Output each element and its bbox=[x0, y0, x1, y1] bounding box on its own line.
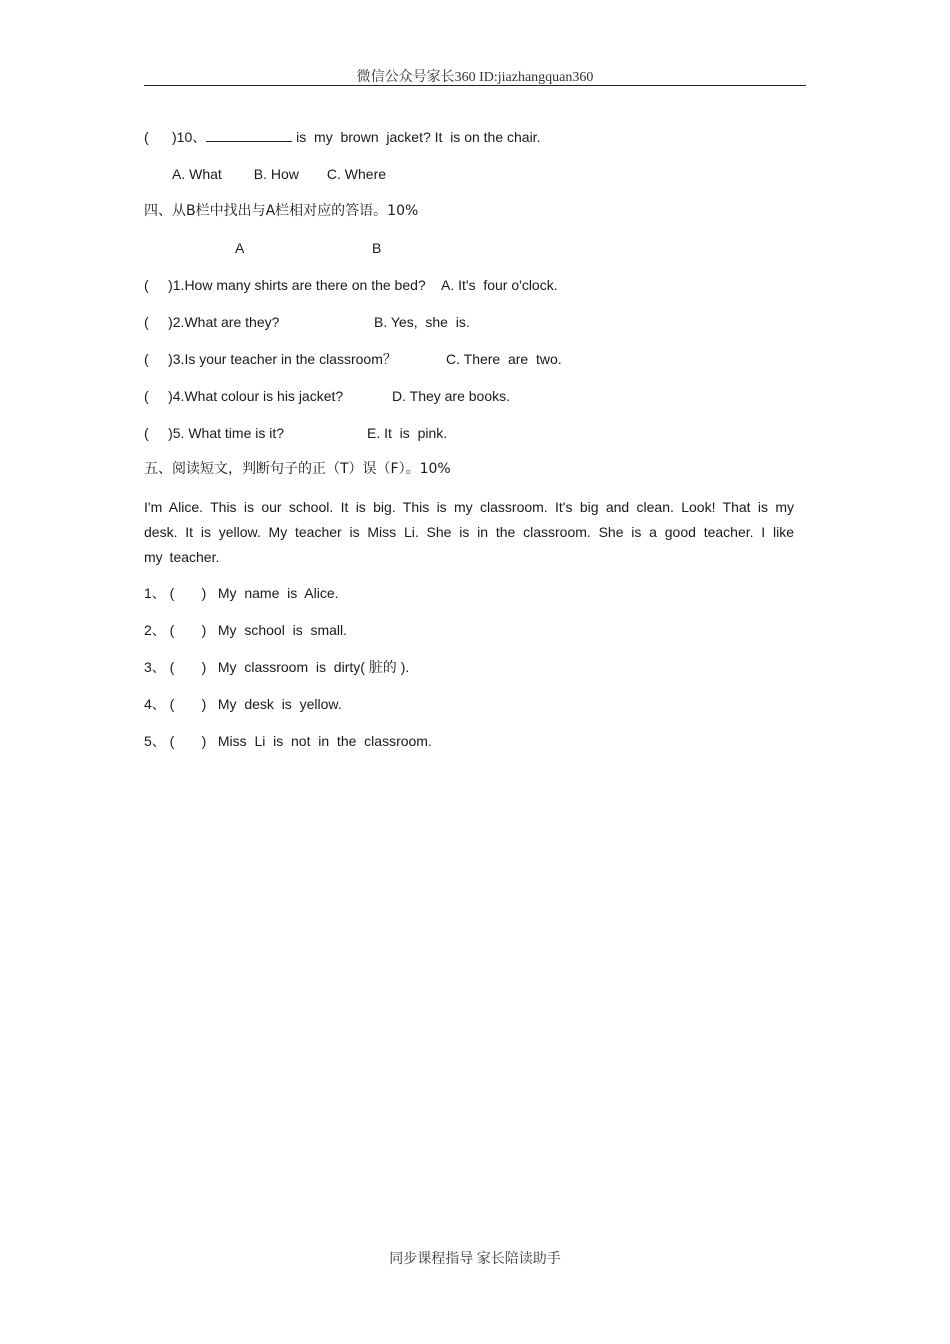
page-header: 微信公众号家长360 ID:jiazhangquan360 bbox=[356, 70, 594, 85]
reading-passage: I'm Alice. This is our school. It is big. This is my classroom. It's big and clean. Look! That is my desk. It is yellow. My teacher is Miss Li. She is in the classroom. She is a good teacher. I like my teacher. bbox=[144, 499, 794, 565]
section-5-title: 五、阅读短文，判断句子的正（T）误（F）。10% bbox=[144, 461, 451, 477]
match-item-2-answer: B. Yes, she is. bbox=[374, 314, 470, 330]
answer-paren: ( ) bbox=[144, 129, 177, 145]
column-b-header: B bbox=[372, 240, 382, 256]
option-b: B. How bbox=[253, 166, 299, 182]
match-item-1-question: ( )1.How many shirts are there on the bed? bbox=[144, 277, 426, 293]
tf-item-1: 1、 ( ) My name is Alice. bbox=[144, 585, 339, 601]
fill-blank bbox=[206, 129, 292, 142]
match-item-5-question: ( )5. What time is it? bbox=[144, 425, 285, 441]
tf-item-2: 2、 ( ) My school is small. bbox=[144, 622, 348, 638]
match-item-4-answer: D. They are books. bbox=[392, 388, 511, 404]
column-a-header: A bbox=[235, 240, 245, 256]
question-10 bbox=[144, 128, 540, 146]
match-item-3-question: ( )3.Is your teacher in the classroom？ bbox=[144, 351, 397, 367]
tf-item-5: 5、 ( ) Miss Li is not in the classroom. bbox=[144, 733, 432, 749]
question-10-options bbox=[172, 165, 386, 183]
option-a: A. What bbox=[172, 166, 222, 182]
option-c: C. Where bbox=[326, 166, 387, 182]
tf-item-3: 3、 ( ) My classroom is dirty( 脏的 ). bbox=[144, 659, 410, 675]
match-item-5-answer: E. It is pink. bbox=[367, 425, 448, 441]
header-divider bbox=[144, 85, 806, 86]
tf-item-4: 4、 ( ) My desk is yellow. bbox=[144, 696, 342, 712]
page-footer: 同步课程指导 家长陪读助手 bbox=[389, 1252, 561, 1267]
match-item-2-question: ( )2.What are they? bbox=[144, 314, 280, 330]
question-text: is my brown jacket? It is on the chair. bbox=[296, 129, 541, 145]
match-item-1-answer: A. It's four o'clock. bbox=[441, 277, 558, 293]
match-item-3-answer: C. There are two. bbox=[446, 351, 562, 367]
question-number: 10、 bbox=[176, 129, 207, 145]
section-4-title: 四、从B栏中找出与A栏相对应的答语。10% bbox=[144, 203, 419, 219]
match-item-4-question: ( )4.What colour is his jacket? bbox=[144, 388, 344, 404]
